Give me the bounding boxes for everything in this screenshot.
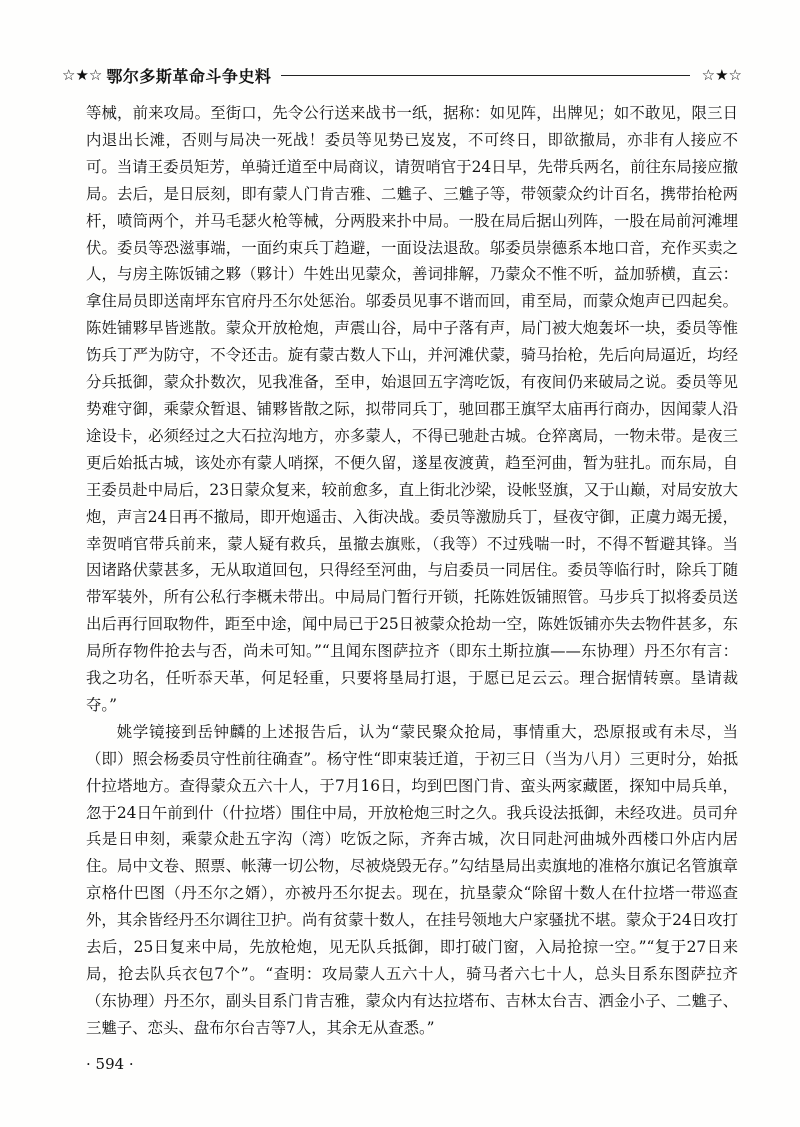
paragraph-yao-report: 姚学镜接到岳钟麟的上述报告后，认为“蒙民聚众抢局，事情重大，恐原报或有未尽，当（即）照会杨委员守性前往确查”。杨守性“即束装迁道，于初三日（当为八月）三更时分，始抵什拉塔地方。查得蒙众五六十人，于7月16日，均到巴图门肯、蛮头两家藏匿，探知中局兵单，忽于24日午前到什（什拉塔）围住中局，开放枪炮三时之久。我兵设法抵御，未经攻进。员司弁兵是日申刻，乘蒙众赴五字沟（湾）吃饭之际，齐奔古城，次日同赴河曲城外西楼口外店内居住。局中文卷、照票、帐薄一切公物，尽被烧毁无存。”勾结垦局出卖旗地的准格尔旗记名管旗章京格什巴图（丹丕尔之婿），亦被丹丕尔捉去。现在，抗垦蒙众“除留十数人在什拉塔一带巡查外，其余皆经丹丕尔调往卫护。尚有贫蒙十数人，在挂号领地大户家骚扰不堪。蒙众于24日攻打去后，25日复来中局，先放枪炮，见无队兵抵御，即打破门窗，入局抢掠一空。”“复于27日来局，抢去队兵衣包7个”。“查明：攻局蒙人五六十人，骑马者六七十人，总头目系东图萨拉齐（东协理）丹丕尔，副头目系门肯吉雅，蒙众内有达拉塔布、吉林太台吉、洒金小子、二魋子、三魋子、恋头、盘布尔台吉等7人，其余无从查悉。”	[86, 722, 738, 1037]
header-stars-right: ☆★☆	[701, 66, 742, 84]
header-stars-left: ☆★☆	[62, 66, 103, 84]
body-text	[86, 100, 738, 1042]
header-rule	[281, 75, 689, 76]
page-number: · 594 ·	[86, 1055, 134, 1073]
header-title: 鄂尔多斯革命斗争史料	[106, 66, 272, 86]
paragraph-continued: 等械，前来攻局。至街口，先令公行送来战书一纸，据称：如见阵，出牌见；如不敢见，限三日内退出长滩，否则与局决一死战！委员等见势已岌岌，不可终日，即欲撤局，亦非有人接应不可。当请王委员矩芳，单骑迁道至中局商议，请贺哨官于24日早，先带兵两名，前往东局接应撤局。去后，是日辰刻，即有蒙人门肯吉雅、二魋子、三魋子等，带领蒙众约计百名，携带抬枪两杆，喷筒两个，并马毛瑟火枪等械，分两股来扑中局。一股在局后据山列阵，一股在局前河滩埋伏。委员等恐滋事端，一面约束兵丁趋避，一面设法退敌。邬委员崇德系本地口音，充作买卖之人，与房主陈饭铺之夥（夥计）牛姓出见蒙众，善词排解，乃蒙众不惟不听，益加骄横，直云：拿住局员即送南坪东官府丹丕尔处惩治。邬委员见事不谐而回，甫至局，而蒙众炮声已四起矣。陈姓铺夥早皆逃散。蒙众开放枪炮，声震山谷，局中子落有声，局门被大炮轰坏一块，委员等惟饬兵丁严为防守，不令还击。旋有蒙古数人下山，并河滩伏蒙，骑马抬枪，先后向局逼近，均经分兵抵御，蒙众扑数次，见我准备，至申，始退回五字湾吃饭，有夜间仍来破局之说。委员等见势难守御，乘蒙众暂退、铺夥皆散之际，拟带同兵丁，驰回郡王旗罕太庙再行商办，因闻蒙人沿途设卡，必须经过之大石拉沟地方，亦多蒙人，不得已驰赴古城。仓猝离局，一物未带。是夜三更后始抵古城，该处亦有蒙人哨探，不便久留，遂星夜渡黄，趋至河曲，暂为驻扎。而东局，自王委员赴中局后，23日蒙众复来，较前愈多，直上街北沙梁，设帐竖旗，又于山巅，对局安放大炮，声言24日再不撤局，即开炮遥击、入街决战。委员等激励兵丁，昼夜守御，正虞力竭无援，幸贺哨官带兵前来，蒙人疑有救兵，虽撤去旗账，（我等）不过残喘一时，不得不暂避其锋。当因诸路伏蒙甚多，无从取道回包，只得经至河曲，与启委员一同居住。委员等临行时，除兵丁随带军装外，所有公私行李概未带出。中局局门暂行开锁，托陈姓饭铺照管。马步兵丁拟将委员送出后再行回取物件，距至中途，闻中局已于25日被蒙众抢劫一空，陈姓饭铺亦失去物件甚多，东局所存物件抢去与否，尚未可知。”“且闻东图萨拉齐（即东土斯拉旗——东协理）丹丕尔有言：我之功名，任听忝天革，何足轻重，只要将垦局打退，于愿已足云云。理合据情转禀。垦请裁夺。”	[86, 104, 738, 714]
running-header	[62, 64, 742, 86]
